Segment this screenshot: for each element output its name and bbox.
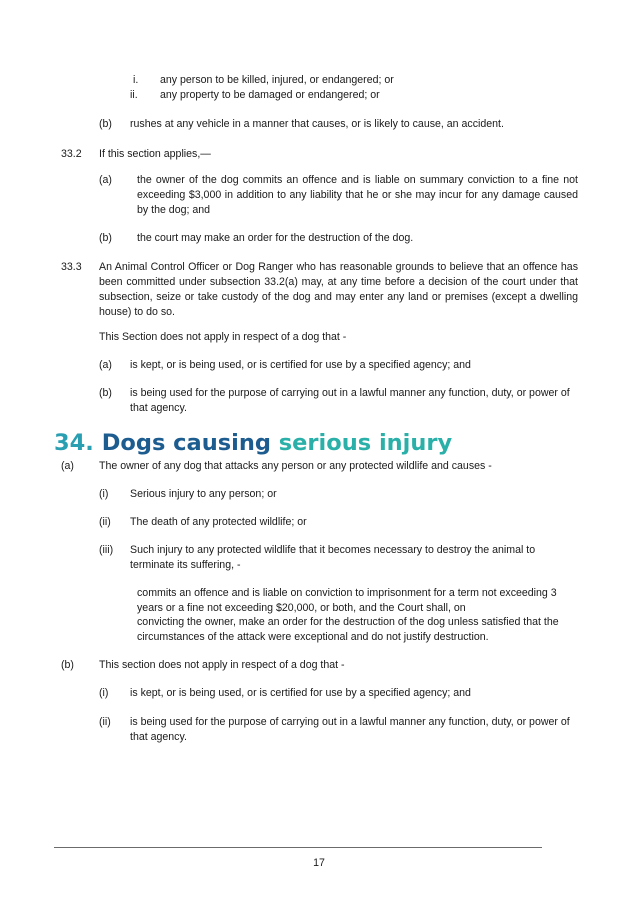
list-label-b: (b) [99, 232, 112, 244]
list-item-text: is kept, or is being used, or is certified for use by a specified agency; and [130, 687, 471, 699]
heading-part-1: Dogs causing [101, 430, 271, 456]
section-number: 33.3 [61, 261, 82, 273]
list-label-b: (b) [61, 659, 74, 671]
list-label-i: (i) [99, 488, 109, 500]
penalty-text: commits an offence and is liable on conviction to imprisonment for a term not exceeding 3 [137, 587, 557, 599]
list-label-iii: (iii) [99, 544, 114, 556]
list-label-b: (b) [99, 118, 112, 130]
list-item-text: Serious injury to any person; or [130, 488, 277, 500]
list-item-text: The death of any protected wildlife; or [130, 516, 307, 528]
list-label-a: (a) [61, 460, 74, 472]
list-item-text: the court may make an order for the destruction of the dog. [137, 232, 414, 244]
list-label-ii: (ii) [99, 516, 111, 528]
list-item-text: rushes at any vehicle in a manner that causes, or is likely to cause, an accident. [130, 118, 504, 130]
list-item-text: is kept, or is being used, or is certified for use by a specified agency; and [130, 359, 471, 371]
page-number: 17 [313, 857, 325, 869]
penalty-text: circumstances of the attack were exceptional and do not justify destruction. [137, 631, 489, 643]
section-body: An Animal Control Officer or Dog Ranger who has reasonable grounds to believe that an offence has been committed under subsection 33.2(a) may, at any time before a decision of the court under that subsection, seize or take custody of the dog and may enter any land or premises (except a dwelling house) to do so. [99, 261, 578, 318]
section-exception: This Section does not apply in respect of a dog that - [99, 331, 347, 343]
list-item-text: is being used for the purpose of carrying out in a lawful manner any function, duty, or power of that agency. [130, 716, 570, 743]
section-number: 33.2 [61, 148, 82, 160]
footer-divider [54, 847, 542, 848]
heading-part-2: serious injury [278, 430, 453, 456]
list-item-text: any property to be damaged or endangered; or [160, 89, 380, 101]
list-item-text: the owner of the dog commits an offence and is liable on summary conviction to a fine not exceeding $3,000 in addition to any liability that he or she may incur for any damage caused by the dog; and [137, 174, 578, 216]
list-label-ii: ii. [130, 89, 138, 101]
list-item-text: Such injury to any protected wildlife that it becomes necessary to destroy the animal to [130, 544, 536, 556]
penalty-text: convicting the owner, make an order for the destruction of the dog unless satisfied that the [137, 616, 559, 628]
heading-number: 34. [54, 430, 94, 456]
list-label-b: (b) [99, 387, 112, 399]
list-item-text: This section does not apply in respect of a dog that - [99, 659, 345, 671]
list-item-text: any person to be killed, injured, or endangered; or [160, 74, 394, 86]
list-label-i: (i) [99, 687, 109, 699]
penalty-text: years or a fine not exceeding $20,000, or both, and the Court shall, on [137, 602, 466, 614]
list-item-text: terminate its suffering, - [130, 559, 241, 571]
list-label-a: (a) [99, 174, 112, 186]
list-label-i: i. [133, 74, 139, 86]
section-intro: If this section applies,— [99, 148, 211, 160]
list-item-text: The owner of any dog that attacks any person or any protected wildlife and causes - [99, 460, 492, 472]
list-label-a: (a) [99, 359, 112, 371]
section-heading [54, 428, 452, 458]
list-label-ii: (ii) [99, 716, 111, 728]
list-item-text: is being used for the purpose of carrying out in a lawful manner any function, duty, or power of that agency. [130, 387, 570, 414]
